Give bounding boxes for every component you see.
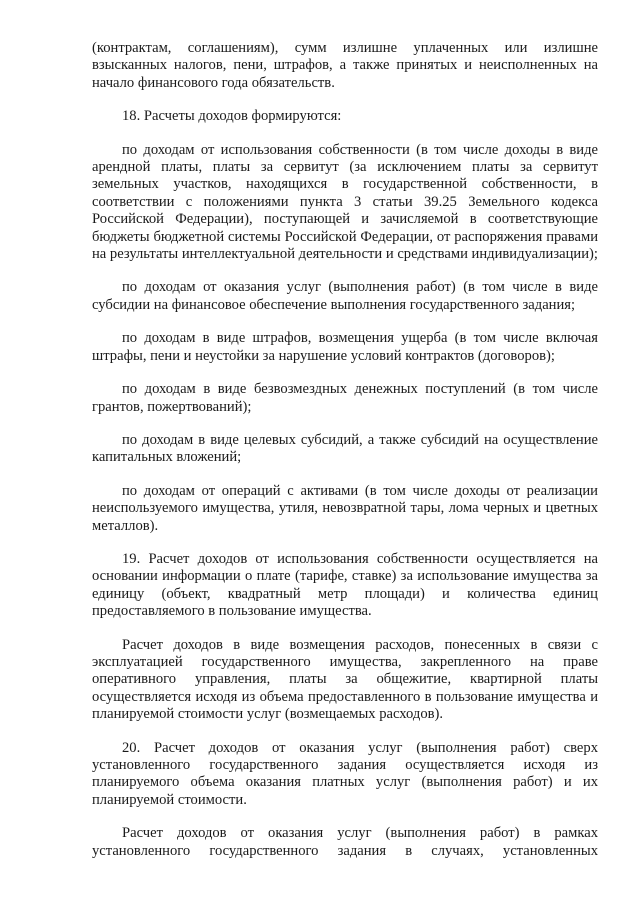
paragraph-income-assets: по доходам от операций с активами (в том числе доходы от реализации неиспользуемого имущества, утиля, невозвратной тары, лома черных и цветных металлов).	[92, 482, 598, 534]
document-page	[92, 40, 598, 876]
paragraph-income-fines: по доходам в виде штрафов, возмещения ущерба (в том числе включая штрафы, пени и неустойки за нарушение условий контрактов (договоров);	[92, 330, 598, 364]
paragraph-income-property: по доходам от использования собственности (в том числе доходы в виде арендной платы, платы за сервитут (за исключением платы за сервитут земельных участков, находящихся в государственной собственности, в соответствии с положениями пункта 3 статьи 39.25 Земельного кодекса Российской Федерации), поступающей и зачисляемой в соответствующие бюджеты бюджетной системы Российской Федерации, от распоряжения правами на результаты интеллектуальной деятельности и средствами индивидуализации);	[92, 141, 598, 263]
paragraph-income-donations: по доходам в виде безвозмездных денежных поступлений (в том числе грантов, пожертвований);	[92, 381, 598, 415]
paragraph-income-services: по доходам от оказания услуг (выполнения работ) (в том числе в виде субсидии на финансовое обеспечение выполнения государственного задания;	[92, 279, 598, 313]
paragraph-section-19-expenses: Расчет доходов в виде возмещения расходов, понесенных в связи с эксплуатацией государственного имущества, закрепленного на праве оперативного управления, платы за общежитие, квартирной платы осуществляется исходя из объема предоставленного в пользование имущества и планируемой стоимости услуг (возмещаемых расходов).	[92, 636, 598, 723]
paragraph-section-19: 19. Расчет доходов от использования собственности осуществляется на основании информации о плате (тарифе, ставке) за использование имущества за единицу (объект, квадратный метр площади) и количества единиц предоставляемого в пользование имущества.	[92, 550, 598, 620]
paragraph-section-20: 20. Расчет доходов от оказания услуг (выполнения работ) сверх установленного государственного задания осуществляется исходя из планируемого объема оказания платных услуг (выполнения работ) и их планируемой стоимости.	[92, 739, 598, 808]
paragraph-section-18-heading: 18. Расчеты доходов формируются:	[122, 108, 342, 125]
paragraph-section-20-state-task: Расчет доходов от оказания услуг (выполнения работ) в рамках установленного государственного задания в случаях, установленных	[92, 825, 598, 859]
paragraph-continuation: (контрактам, соглашениям), сумм излишне уплаченных или излишне взысканных налогов, пени, штрафов, а также принятых и неисполненных на начало финансового года обязательств.	[92, 40, 598, 91]
paragraph-income-subsidies: по доходам в виде целевых субсидий, а также субсидий на осуществление капитальных вложений;	[92, 431, 598, 466]
